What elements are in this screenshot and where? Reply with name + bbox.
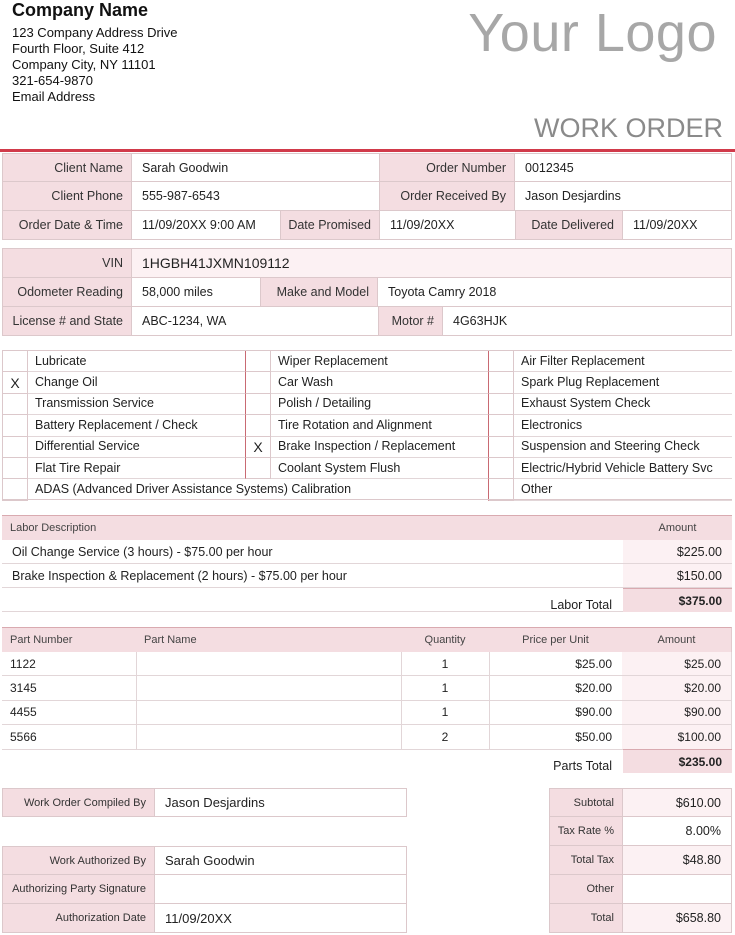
part-price-cell[interactable]: $20.00 <box>489 676 623 700</box>
page-title: WORK ORDER <box>534 113 723 143</box>
order-date-label: Order Date & Time <box>2 210 132 240</box>
company-address-line3: Company City, NY 11101 <box>12 57 156 72</box>
part-number-cell[interactable]: 4455 <box>2 701 137 725</box>
row-divider <box>271 478 488 479</box>
labor-header-amount: Amount <box>623 515 732 540</box>
service-checkbox[interactable] <box>2 478 28 500</box>
order-received-by-label: Order Received By <box>379 181 515 211</box>
service-checkbox[interactable] <box>2 436 28 458</box>
authorization-date-field[interactable]: 11/09/20XX <box>154 903 407 933</box>
service-label: Flat Tire Repair <box>35 460 121 475</box>
service-checkbox[interactable] <box>488 393 514 415</box>
service-label: Car Wash <box>278 375 334 390</box>
service-checkbox[interactable] <box>488 436 514 458</box>
company-address-line2: Fourth Floor, Suite 412 <box>12 41 145 56</box>
part-quantity-cell[interactable]: 1 <box>401 652 490 676</box>
parts-header-quantity: Quantity <box>401 627 490 652</box>
logo-placeholder: Your Logo <box>468 3 717 63</box>
service-checkbox[interactable] <box>245 393 271 415</box>
order-number-label: Order Number <box>379 153 515 182</box>
service-checkbox[interactable] <box>245 414 271 436</box>
service-label: Air Filter Replacement <box>521 353 645 368</box>
part-amount-cell[interactable]: $25.00 <box>622 652 732 676</box>
labor-header-description: Labor Description <box>2 515 624 540</box>
labor-description-cell[interactable]: Brake Inspection & Replacement (2 hours) - $75.00 per hour <box>2 564 623 588</box>
part-quantity-cell[interactable]: 2 <box>401 725 490 749</box>
authorized-by-label: Work Authorized By <box>2 846 155 875</box>
service-label: Suspension and Steering Check <box>521 439 700 454</box>
service-label: Other <box>521 482 553 497</box>
vin-label: VIN <box>2 248 132 278</box>
service-checkbox[interactable] <box>2 393 28 415</box>
service-checkbox[interactable] <box>245 350 271 372</box>
date-delivered-label: Date Delivered <box>515 210 623 240</box>
company-phone: 321-654-9870 <box>12 73 93 88</box>
total-label: Total <box>549 903 623 933</box>
client-phone-field[interactable]: 555-987-6543 <box>131 181 380 211</box>
service-checkbox[interactable] <box>245 371 271 393</box>
service-checkbox[interactable] <box>2 414 28 436</box>
date-promised-field[interactable]: 11/09/20XX <box>379 210 516 240</box>
service-checkbox[interactable]: X <box>2 371 28 393</box>
labor-amount-cell[interactable]: $225.00 <box>623 540 732 564</box>
odometer-field[interactable]: 58,000 miles <box>131 277 261 307</box>
client-name-label: Client Name <box>2 153 132 182</box>
parts-header-amount: Amount <box>622 627 732 652</box>
service-label: Wiper Replacement <box>278 353 388 368</box>
part-amount-cell[interactable]: $90.00 <box>622 701 732 725</box>
part-name-cell[interactable] <box>136 725 402 749</box>
service-label: Electric/Hybrid Vehicle Battery Svc <box>521 460 713 475</box>
make-model-label: Make and Model <box>260 277 378 307</box>
service-label: Change Oil <box>35 375 98 390</box>
service-checkbox[interactable] <box>488 371 514 393</box>
part-price-cell[interactable]: $25.00 <box>489 652 623 676</box>
service-checkbox[interactable] <box>245 457 271 479</box>
labor-amount-cell[interactable]: $150.00 <box>623 564 732 588</box>
checklist-bottom-border <box>2 499 732 500</box>
authorization-date-label: Authorization Date <box>2 903 155 933</box>
license-field[interactable]: ABC-1234, WA <box>131 306 379 336</box>
service-label: Coolant System Flush <box>278 460 401 475</box>
labor-total-value: $375.00 <box>623 588 732 612</box>
service-label: Spark Plug Replacement <box>521 375 660 390</box>
parts-header-price: Price per Unit <box>489 627 623 652</box>
part-number-cell[interactable]: 5566 <box>2 725 137 749</box>
license-label: License # and State <box>2 306 132 336</box>
compiled-by-field[interactable]: Jason Desjardins <box>154 788 407 817</box>
part-name-cell[interactable] <box>136 652 402 676</box>
labor-total-label: Labor Total <box>550 598 612 612</box>
total-value: $658.80 <box>622 903 732 933</box>
parts-total-label: Parts Total <box>553 759 612 773</box>
parts-header-number: Part Number <box>2 627 137 652</box>
authorized-by-field[interactable]: Sarah Goodwin <box>154 846 407 875</box>
service-label: Brake Inspection / Replacement <box>278 439 456 454</box>
client-phone-label: Client Phone <box>2 181 132 211</box>
part-number-cell[interactable]: 1122 <box>2 652 137 676</box>
other-label: Other <box>549 874 623 904</box>
tax-rate-field[interactable]: 8.00% <box>622 816 732 846</box>
part-price-cell[interactable]: $50.00 <box>489 725 623 749</box>
part-number-cell[interactable]: 3145 <box>2 676 137 700</box>
service-checkbox[interactable] <box>488 414 514 436</box>
parts-header-name: Part Name <box>136 627 402 652</box>
title-divider <box>0 149 735 152</box>
total-tax-value: $48.80 <box>622 845 732 875</box>
signature-field[interactable] <box>154 874 407 904</box>
odometer-label: Odometer Reading <box>2 277 132 307</box>
part-quantity-cell[interactable]: 1 <box>401 676 490 700</box>
client-name-field[interactable]: Sarah Goodwin <box>131 153 380 182</box>
service-checkbox[interactable] <box>488 478 514 500</box>
service-checkbox[interactable] <box>2 350 28 372</box>
company-name: Company Name <box>12 0 149 20</box>
order-number-field[interactable]: 0012345 <box>514 153 732 182</box>
service-label: ADAS (Advanced Driver Assistance Systems) Calibration <box>35 482 352 497</box>
order-date-field[interactable]: 11/09/20XX 9:00 AM <box>131 210 281 240</box>
subtotal-label: Subtotal <box>549 788 623 817</box>
vin-field[interactable]: 1HGBH41JXMN109112 <box>131 248 732 278</box>
make-model-field[interactable]: Toyota Camry 2018 <box>377 277 732 307</box>
service-label: Transmission Service <box>35 396 155 411</box>
service-label: Differential Service <box>35 439 140 454</box>
service-checkbox[interactable] <box>488 350 514 372</box>
date-delivered-field[interactable]: 11/09/20XX <box>622 210 732 240</box>
compiled-by-label: Work Order Compiled By <box>2 788 155 817</box>
motor-label: Motor # <box>378 306 443 336</box>
other-field[interactable] <box>622 874 732 904</box>
service-label: Tire Rotation and Alignment <box>278 417 432 432</box>
part-name-cell[interactable] <box>136 676 402 700</box>
motor-field[interactable]: 4G63HJK <box>442 306 732 336</box>
company-address-line1: 123 Company Address Drive <box>12 25 178 40</box>
service-label: Lubricate <box>35 353 87 368</box>
service-label: Battery Replacement / Check <box>35 417 198 432</box>
part-name-cell[interactable] <box>136 701 402 725</box>
tax-rate-label: Tax Rate % <box>549 816 623 846</box>
service-label: Exhaust System Check <box>521 396 651 411</box>
part-quantity-cell[interactable]: 1 <box>401 701 490 725</box>
parts-total-value: $235.00 <box>623 749 732 773</box>
part-amount-cell[interactable]: $100.00 <box>622 725 732 749</box>
service-checkbox[interactable] <box>488 457 514 479</box>
date-promised-label: Date Promised <box>280 210 380 240</box>
company-email: Email Address <box>12 89 96 104</box>
signature-label: Authorizing Party Signature <box>2 874 155 904</box>
order-received-by-field[interactable]: Jason Desjardins <box>514 181 732 211</box>
subtotal-value: $610.00 <box>622 788 732 817</box>
part-amount-cell[interactable]: $20.00 <box>622 676 732 700</box>
service-checkbox[interactable]: X <box>245 436 271 458</box>
checklist-top-border <box>2 350 732 351</box>
service-label: Electronics <box>521 417 583 432</box>
service-checkbox[interactable] <box>2 457 28 479</box>
part-price-cell[interactable]: $90.00 <box>489 701 623 725</box>
labor-description-cell[interactable]: Oil Change Service (3 hours) - $75.00 per hour <box>2 540 623 564</box>
total-tax-label: Total Tax <box>549 845 623 875</box>
service-label: Polish / Detailing <box>278 396 372 411</box>
